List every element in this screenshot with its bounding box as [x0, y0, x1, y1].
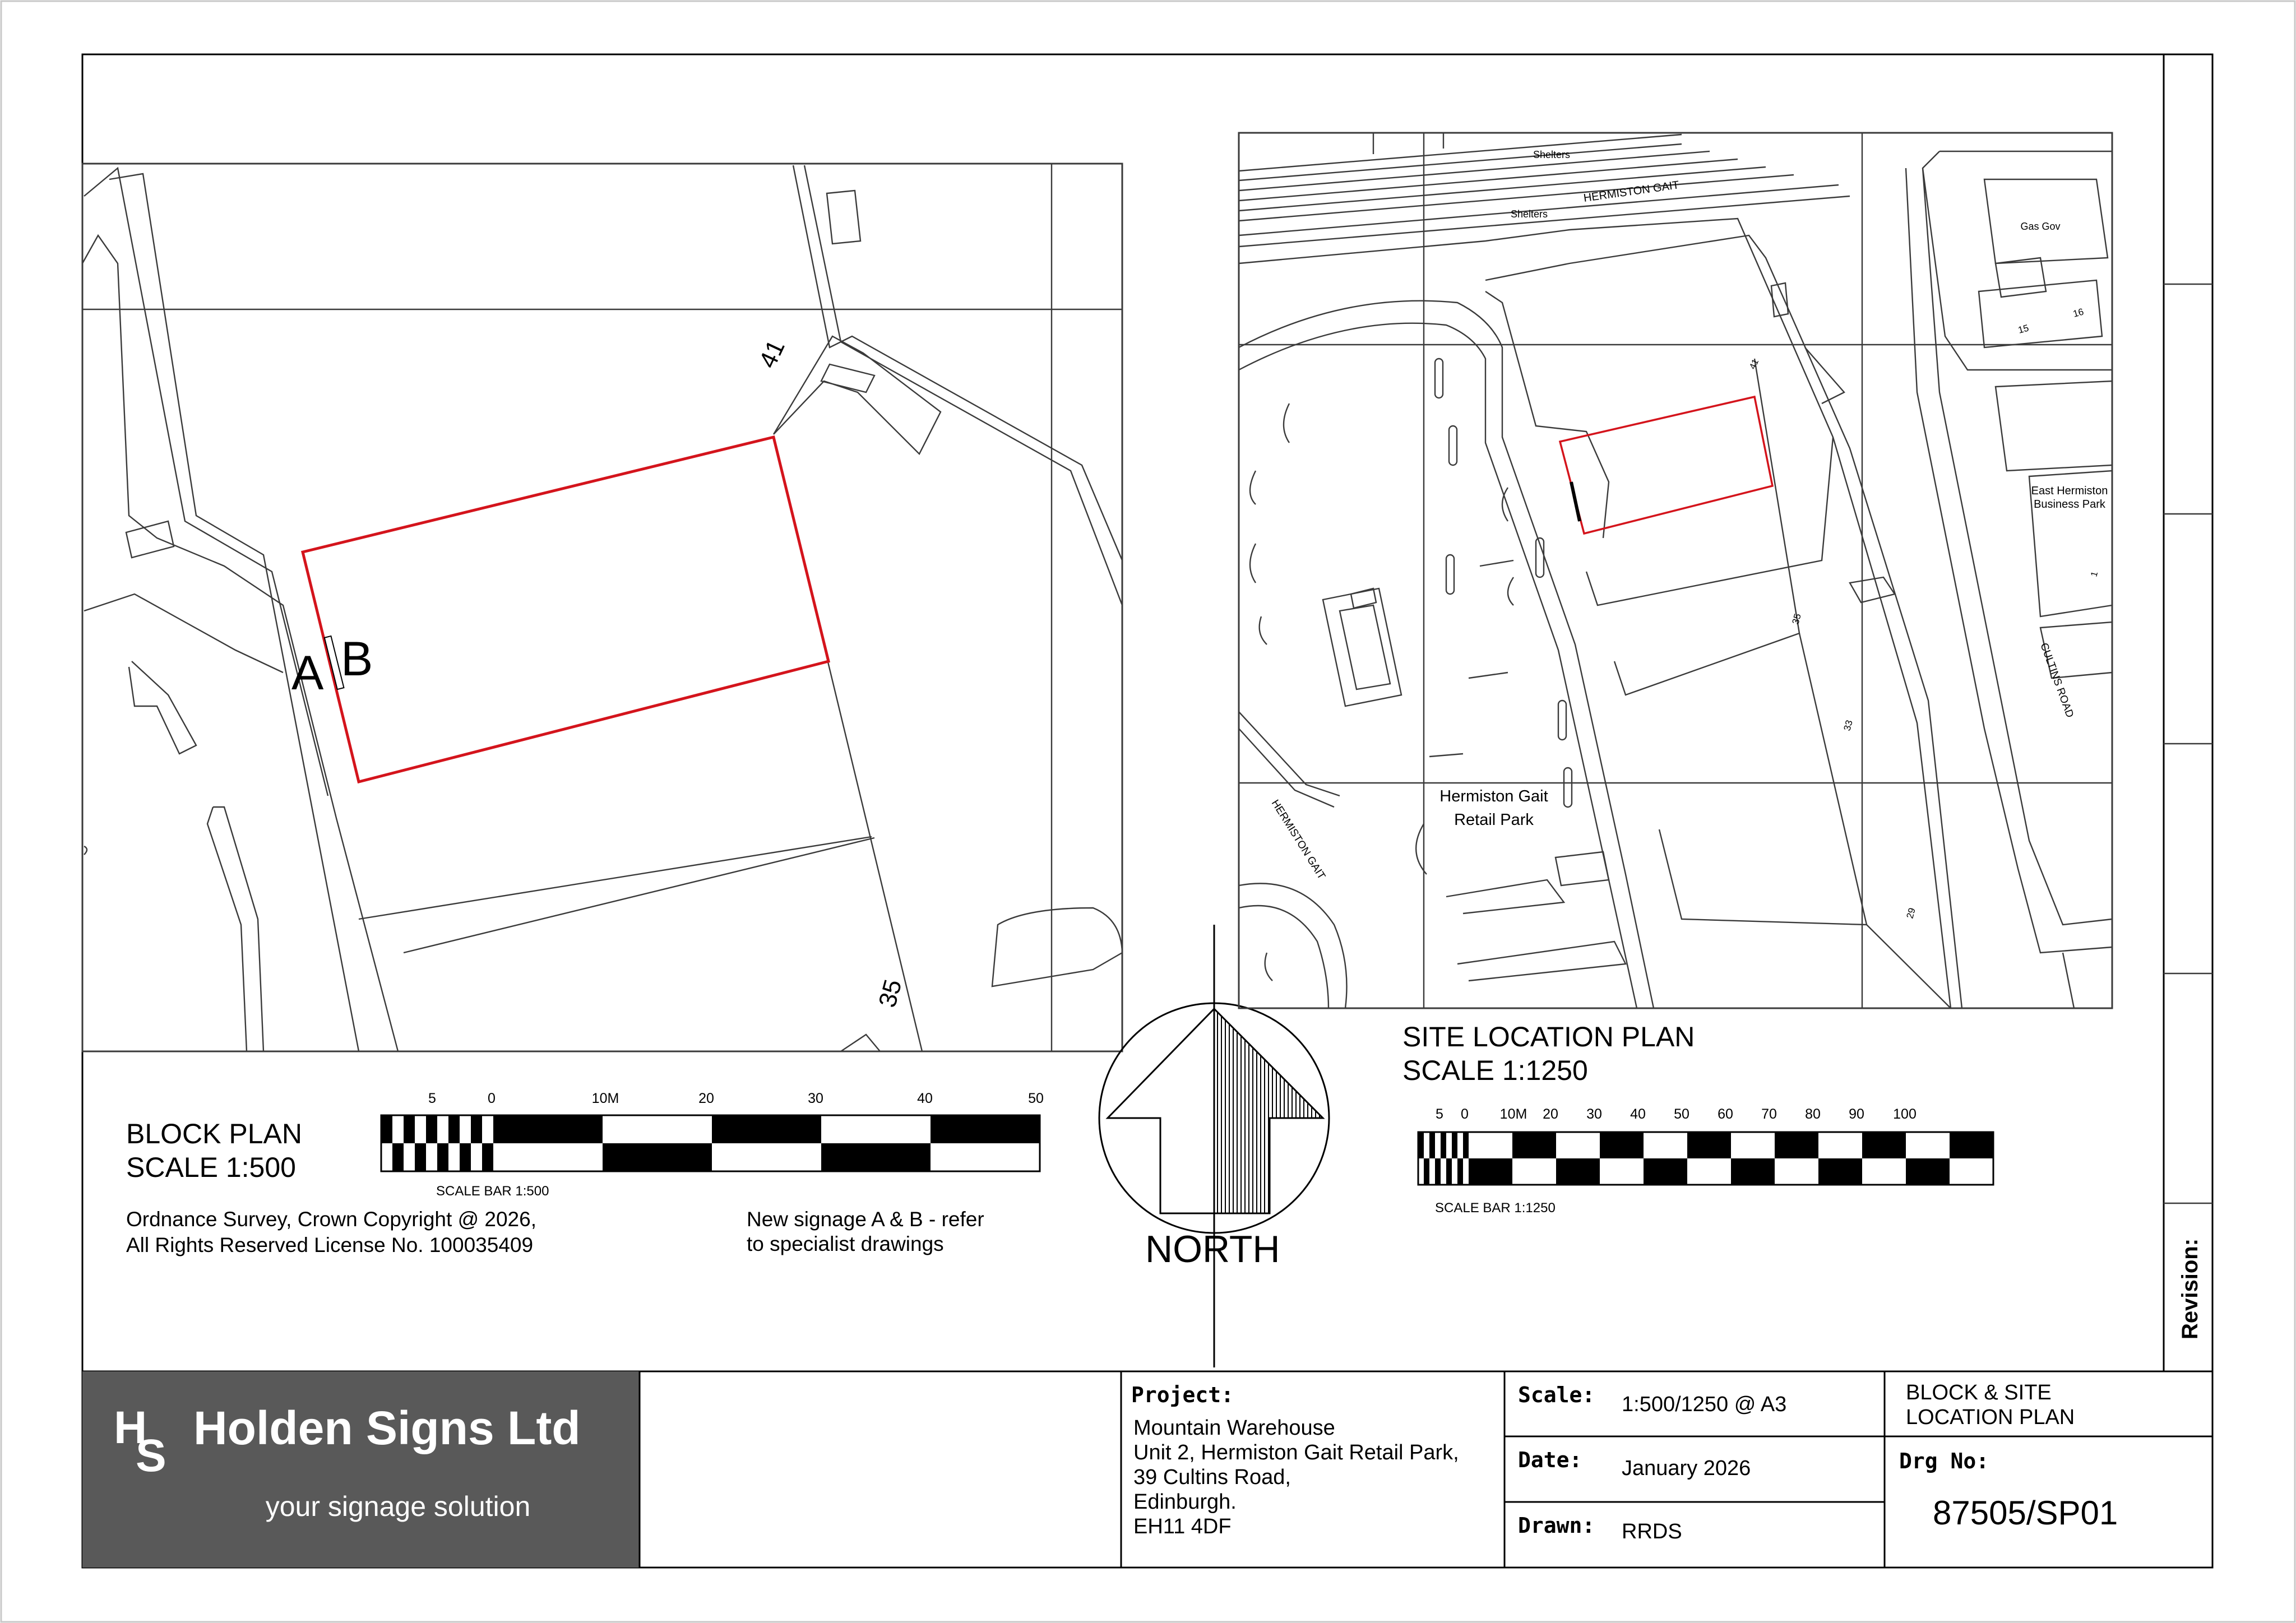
map-label-gas-gov: Gas Gov [2020, 221, 2061, 232]
block-scale-bar [381, 1115, 1040, 1171]
scale-bar-cell [1446, 1158, 1452, 1185]
scale-tick-label: 5 [1436, 1106, 1443, 1122]
map-label-hermiston-gait-road: HERMISTON GAIT [1582, 179, 1680, 205]
project-label: Project: [1131, 1383, 1234, 1407]
project-line: Edinburgh. [1133, 1490, 1237, 1514]
copyright-line-2: All Rights Reserved License No. 100035409 [126, 1234, 534, 1256]
scale-tick-label: 20 [1543, 1106, 1558, 1122]
scale-bar-cell [392, 1143, 404, 1171]
scale-tick-label: 30 [1586, 1106, 1602, 1122]
scale-value: 1:500/1250 @ A3 [1622, 1393, 1787, 1416]
scale-bar-cell [404, 1115, 415, 1143]
copyright-line-1: Ordnance Survey, Crown Copyright @ 2026, [126, 1208, 536, 1231]
map-label-41: 41 [1748, 358, 1761, 371]
logo-letter-h: H [114, 1402, 147, 1453]
project-line: EH11 4DF [1133, 1515, 1232, 1538]
map-label-business-park-2: Business Park [2034, 498, 2105, 511]
scale-bar-cell [1600, 1132, 1644, 1158]
map-label-hermiston-gait-diag: HERMISTON GAIT [1269, 797, 1328, 882]
company-name: Holden Signs Ltd [193, 1402, 581, 1454]
scale-bar-cell [1731, 1158, 1775, 1185]
scale-bar-cell [1424, 1158, 1429, 1185]
map-label-retail-park-1: Hermiston Gait [1439, 787, 1548, 805]
scale-bar-cell [448, 1115, 460, 1143]
site-scale-bar-label: SCALE BAR 1:1250 [1435, 1200, 1556, 1216]
date-value: January 2026 [1622, 1457, 1751, 1480]
scale-tick-label: 90 [1849, 1106, 1864, 1122]
scale-bar-cell [1429, 1132, 1435, 1158]
scale-bar-cell [1463, 1132, 1469, 1158]
scale-bar-cell [712, 1115, 821, 1143]
company-tagline: your signage solution [265, 1491, 531, 1522]
scale-bar-cell [1950, 1132, 1993, 1158]
revision-label: Revision: [2178, 1238, 2202, 1339]
scale-tick-label: 70 [1761, 1106, 1777, 1122]
scale-bar-cell [821, 1143, 931, 1171]
site-plan-title: SITE LOCATION PLAN [1402, 1021, 1695, 1052]
block-plan-scale: SCALE 1:500 [126, 1152, 296, 1183]
scale-bar-cell [1469, 1158, 1512, 1185]
scale-bar-cell [1906, 1158, 1950, 1185]
scale-tick-label: 100 [1893, 1106, 1917, 1122]
drawing-title-line-2: LOCATION PLAN [1906, 1406, 2075, 1429]
scale-tick-label: 10M [1499, 1106, 1527, 1122]
north-label: NORTH [1145, 1228, 1280, 1270]
drawn-label: Drawn: [1518, 1513, 1595, 1538]
scale-bar-cell [1556, 1158, 1600, 1185]
signage-note-line-2: to specialist drawings [747, 1232, 944, 1255]
scale-tick-label: 30 [808, 1091, 823, 1106]
scale-bar-cell [1452, 1132, 1457, 1158]
plot-number-35: 35 [873, 976, 908, 1010]
scale-bar-cell [603, 1143, 712, 1171]
drawn-value: RRDS [1622, 1520, 1682, 1543]
signage-note-line-1: New signage A & B - refer [747, 1208, 984, 1231]
scale-bar-cell [1644, 1158, 1687, 1185]
scale-bar-cell [931, 1115, 1040, 1143]
map-label-shelters-top: Shelters [1533, 149, 1571, 160]
map-label-business-park-1: East Hermiston [2031, 485, 2108, 497]
scale-bar-cell [1775, 1132, 1818, 1158]
site-plan-scale: SCALE 1:1250 [1402, 1055, 1588, 1086]
scale-tick-label: 10M [591, 1091, 619, 1106]
scale-bar-cell [1512, 1132, 1556, 1158]
scale-tick-label: 0 [488, 1091, 496, 1106]
logo-letter-s: S [136, 1430, 166, 1481]
scale-label: Scale: [1518, 1383, 1595, 1407]
plot-number-41: 41 [753, 336, 790, 373]
scale-tick-label: 40 [917, 1091, 933, 1106]
scale-bar-cell [426, 1115, 437, 1143]
scale-bar-cell [1435, 1158, 1441, 1185]
scale-bar-cell [1457, 1158, 1463, 1185]
scale-bar-cell [493, 1115, 603, 1143]
scale-tick-label: 60 [1718, 1106, 1733, 1122]
block-plan-title: BLOCK PLAN [126, 1118, 303, 1149]
project-line: Mountain Warehouse [1133, 1416, 1335, 1440]
scale-bar-cell [381, 1115, 392, 1143]
map-label-1: 1 [2089, 571, 2100, 578]
scale-tick-label: 5 [428, 1091, 436, 1106]
scale-tick-label: 50 [1028, 1091, 1044, 1106]
scale-bar-cell [1862, 1132, 1906, 1158]
scale-bar-cell [482, 1143, 493, 1171]
map-label-16: 16 [2072, 306, 2085, 319]
scale-tick-label: 50 [1674, 1106, 1689, 1122]
scale-bar-cell [437, 1143, 448, 1171]
scale-bar-cell [1687, 1132, 1731, 1158]
scale-bar-cell [1818, 1158, 1862, 1185]
project-line: 39 Cultins Road, [1133, 1466, 1291, 1489]
drawing-title-line-1: BLOCK & SITE [1906, 1381, 2052, 1404]
site-scale-bar [1418, 1132, 1993, 1185]
scale-bar-cell [460, 1143, 471, 1171]
drawing-number: 87505/SP01 [1933, 1494, 2118, 1532]
map-label-35: 35 [1790, 612, 1803, 626]
sign-a-label: A [291, 646, 324, 700]
sign-b-label: B [341, 632, 373, 686]
map-label-cultins-road: CULTINS ROAD [2038, 641, 2076, 720]
scale-bar-cell [415, 1143, 426, 1171]
date-label: Date: [1518, 1448, 1582, 1472]
map-label-33: 33 [1841, 718, 1855, 732]
scale-tick-label: 0 [1461, 1106, 1469, 1122]
scale-tick-label: 80 [1805, 1106, 1821, 1122]
scale-tick-label: 20 [698, 1091, 714, 1106]
map-label-shelters: Shelters [1510, 208, 1548, 220]
drawing-number-label: Drg No: [1899, 1449, 1989, 1473]
map-label-29: 29 [1904, 906, 1918, 920]
scale-bar-cell [471, 1115, 482, 1143]
map-label-retail-park-2: Retail Park [1454, 811, 1534, 829]
scale-tick-label: 40 [1630, 1106, 1646, 1122]
project-line: Unit 2, Hermiston Gait Retail Park, [1133, 1441, 1459, 1464]
block-scale-bar-label: SCALE BAR 1:500 [436, 1184, 549, 1199]
map-label-15: 15 [2017, 322, 2030, 336]
scale-bar-cell [1418, 1132, 1424, 1158]
scale-bar-cell [1441, 1132, 1446, 1158]
